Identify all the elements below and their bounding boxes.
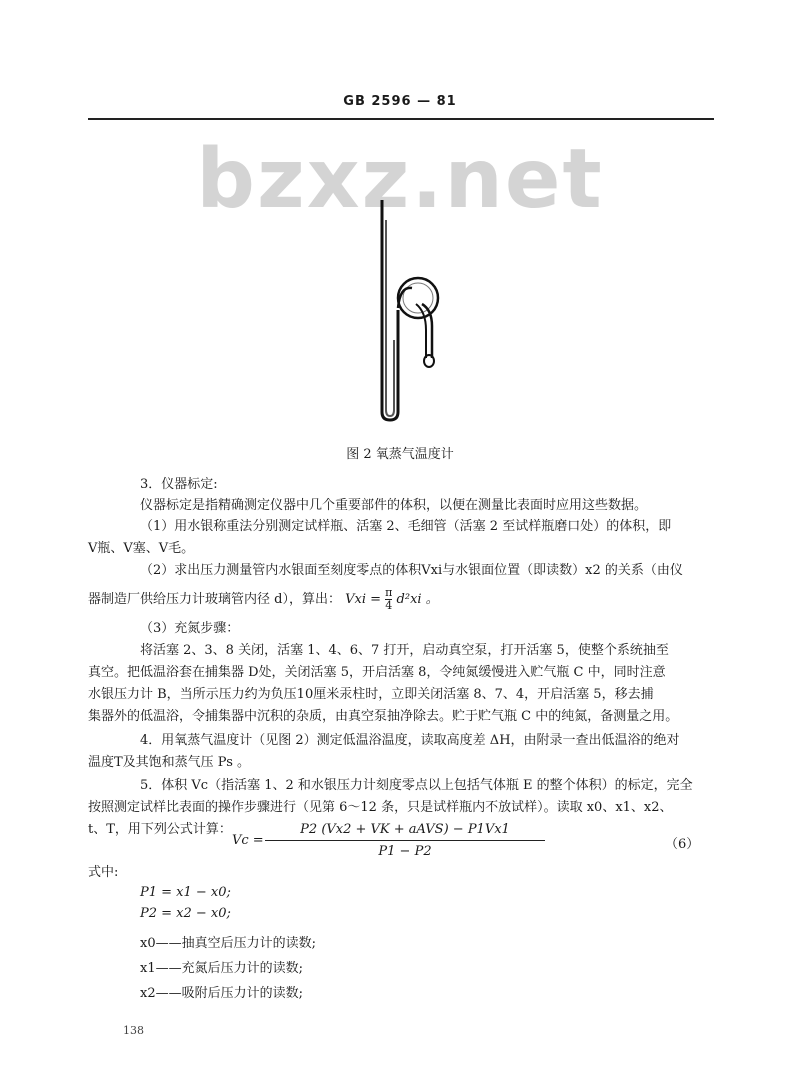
formula-fraction: [265, 822, 545, 859]
thermometer-figure: [360, 180, 460, 429]
watermark: bzxz.net: [196, 132, 604, 227]
bulb: [398, 278, 438, 318]
where-x2: x2——吸附后压力计的读数;: [140, 986, 303, 1001]
item-3-3-line3: 水银压力计 B，当所示压力约为负压10厘米汞柱时，立即关闭活塞 8、7、4，开启活塞 5，移去捕: [88, 687, 654, 702]
vxi-rhs: d²xi 。: [396, 592, 439, 607]
where-x1: x1——充氮后压力计的读数;: [140, 961, 303, 976]
item-3-2-line2: [88, 587, 439, 612]
section-5-line2: 按照测定试样比表面的操作步骤进行（见第 6～12 条，只是试样瓶内不放试样）。读取 x0、x1、x2、: [88, 800, 673, 815]
item-3-3-line1: 将活塞 2、3、8 关闭，活塞 1、4、6、7 打开，启动真空泵，打开活塞 5，使整个系统抽至: [140, 643, 669, 658]
item-3-1-line1: （1）用水银称重法分别测定试样瓶、活塞 2、毛细管（活塞 2 至试样瓶磨口处）的体积，即: [140, 519, 672, 534]
thermometer-drawing: [360, 180, 460, 425]
pi-over-4-fraction: [385, 587, 392, 612]
item-3-3-line2: 真空。把低温浴套在捕集器 D处，关闭活塞 5，开启活塞 8，令纯氮缓慢进入贮气瓶 C 中，同时注意: [88, 665, 666, 680]
where-p1: P1 = x1 − x0;: [140, 885, 231, 900]
section-4-line2: 温度T及其饱和蒸气压 Ps 。: [88, 755, 251, 770]
where-x0: x0——抽真空后压力计的读数;: [140, 936, 316, 951]
item-3-3-line4: 集器外的低温浴，令捕集器中沉积的杂质，由真空泵抽净除去。贮于贮气瓶 C 中的纯氮，备测量之用。: [88, 709, 679, 724]
item-3-2-line1: （2）求出压力测量管内水银面至刻度零点的体积Vxi与水银面位置（即读数）x2 的关系（由仪: [140, 563, 683, 578]
section-3-paragraph: 仪器标定是指精确测定仪器中几个重要部件的体积，以便在测量比表面时应用这些数据。: [140, 498, 648, 513]
section-5-line3: t、T，用下列公式计算：: [88, 822, 232, 837]
formula-lhs: Vc =: [232, 833, 264, 848]
vxi-lhs: Vxi =: [345, 592, 382, 607]
header-rule: [88, 118, 714, 120]
formula-denominator: P1 − P2: [378, 844, 432, 859]
tube-tip: [424, 355, 434, 367]
page-number: 138: [123, 1024, 144, 1037]
mercury-column: [386, 220, 394, 416]
section-3-title: 3．仪器标定:: [140, 477, 218, 492]
section-4-line1: 4．用氧蒸气温度计（见图 2）测定低温浴温度，读取高度差 ΔH，由附录一查出低温浴的绝对: [140, 733, 680, 748]
section-5-line1: 5．体积 Vc（指活塞 1、2 和水银压力计刻度零点以上包括气体瓶 E 的整个体积）的标定，完全: [140, 778, 693, 793]
standard-code: GB 2596 — 81: [343, 94, 457, 109]
item-3-1-line2: V瓶、V塞、V毛。: [88, 541, 195, 556]
figure-caption: 图 2 氧蒸气温度计: [346, 447, 454, 462]
left-tube: [382, 200, 398, 420]
where-p2: P2 = x2 − x0;: [140, 906, 231, 921]
formula-numerator: P2 (Vx2 + VK + aAVS) − P1Vx1: [300, 822, 510, 837]
item-3-2-text: 器制造厂供给压力计玻璃管内径 d），算出：: [88, 592, 341, 607]
item-3-3-title: （3）充氮步骤：: [140, 621, 240, 636]
formula-fraction-bar: [265, 840, 545, 841]
where-label: 式中:: [88, 865, 119, 880]
fraction-numerator: π: [385, 586, 393, 599]
fraction-denominator: 4: [385, 599, 393, 612]
equation-number: （6）: [665, 837, 700, 852]
